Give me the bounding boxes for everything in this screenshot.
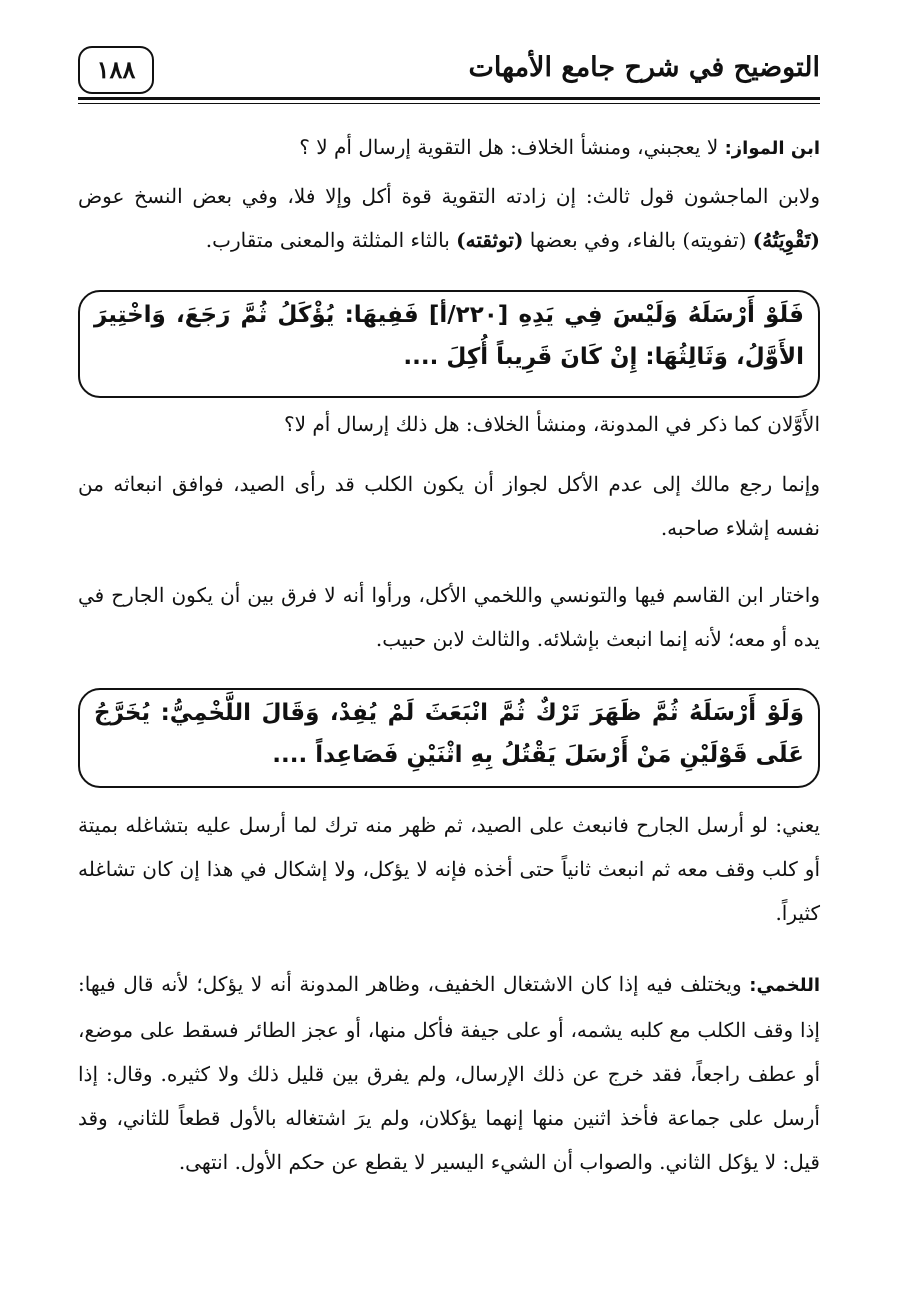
paragraph-ibn-al-mawwaz bbox=[78, 125, 820, 171]
paragraph-text: (تفويته) بالفاء، وفي بعضها bbox=[523, 228, 753, 252]
paragraph-text: بالثاء المثلثة والمعنى متقارب. bbox=[205, 228, 457, 252]
header-rule bbox=[78, 97, 820, 100]
paragraph-lead: اللخمي: bbox=[749, 975, 820, 996]
page-header bbox=[78, 42, 820, 102]
paragraph-text: ويختلف فيه إذا كان الاشتغال الخفيف، وظاهر المدونة أنه لا يؤكل؛ لأنه قال فيها: إذا وقف الكلب مع كلبه يشمه، أو على جيفة فأكل منها، أو عجز الطائر فسقط على موضع، أو عطف راجعاً، فقد خرج عن ذلك الإرسال، ولم يفرق بين قليل ذلك ولا كثيره. وقال: إذا أرسل على جماعة فأخذ اثنين منها إنهما يؤكلان، ولم يرَ اشتغاله بالأول قطعاً للثاني، وقد قيل: لا يؤكل الثاني. والصواب أن الشيء اليسير لا يقطع عن حكم الأول. انتهى. bbox=[78, 972, 820, 1174]
paragraph-ibn-al-majishun bbox=[78, 174, 820, 262]
paragraph-lead: ابن المواز: bbox=[724, 138, 820, 159]
quoted-word: (تَقْوِيَتُهُ) bbox=[752, 228, 820, 252]
paragraph-text: ولابن الماجشون قول ثالث: إن زادته التقوية قوة أكل وإلا فلا، وفي بعض النسخ عوض bbox=[78, 184, 820, 208]
paragraph-text: لا يعجبني، ومنشأ الخلاف: هل التقوية إرسال أم لا ؟ bbox=[299, 135, 725, 159]
paragraph-malik-return: وإنما رجع مالك إلى عدم الأكل لجواز أن يكون الكلب قد رأى الصيد، فوافق انبعاثه من نفسه إشلاء صاحبه. bbox=[78, 472, 821, 540]
matn-box-1: فَلَوْ أَرْسَلَهُ وَلَيْسَ فِي يَدِهِ [٢٢٠/أ] فَفِيهَا: يُؤْكَلُ ثُمَّ رَجَعَ، وَاخْتِيرَ الأَوَّلُ، وَثَالِثُهَا: إِنْ كَانَ قَرِيباً أُكِلَ .... bbox=[78, 290, 820, 398]
paragraph-al-lakhmi bbox=[78, 962, 820, 1184]
page-number: ١٨٨ bbox=[78, 46, 154, 94]
running-title: التوضيح في شرح جامع الأمهات bbox=[468, 52, 820, 83]
paragraph-al-awwalan: الأَوَّلان كما ذكر في المدونة، ومنشأ الخلاف: هل ذلك إرسال أم لا؟ bbox=[283, 412, 820, 436]
paragraph-yani: يعني: لو أرسل الجارح فانبعث على الصيد، ثم ظهر منه ترك لما أرسل عليه بتشاغله بميتة أو كلب وقف معه ثم انبعث ثانياً حتى أخذه فإنه لا يؤكل، ولا إشكال في هذا إن كان تشاغله كثيراً. bbox=[78, 813, 820, 925]
paragraph-ibn-al-qasim: واختار ابن القاسم فيها والتونسي واللخمي الأكل، ورأوا أنه لا فرق بين أن يكون الجارح في يده أو معه؛ لأنه إنما انبعث بإشلائه. والثالث لابن حبيب. bbox=[78, 583, 820, 651]
header-rule-thin bbox=[78, 103, 820, 104]
quoted-word: (توثقته) bbox=[456, 228, 524, 252]
matn-box-2: وَلَوْ أَرْسَلَهُ ثُمَّ ظَهَرَ تَرْكٌ ثُمَّ انْبَعَثَ لَمْ يُفِدْ، وَقَالَ اللَّخْمِيُّ: يُخَرَّجُ عَلَى قَوْلَيْنِ مَنْ أَرْسَلَ يَقْتُلُ بِهِ اثْنَيْنِ فَصَاعِداً .... bbox=[78, 688, 820, 788]
